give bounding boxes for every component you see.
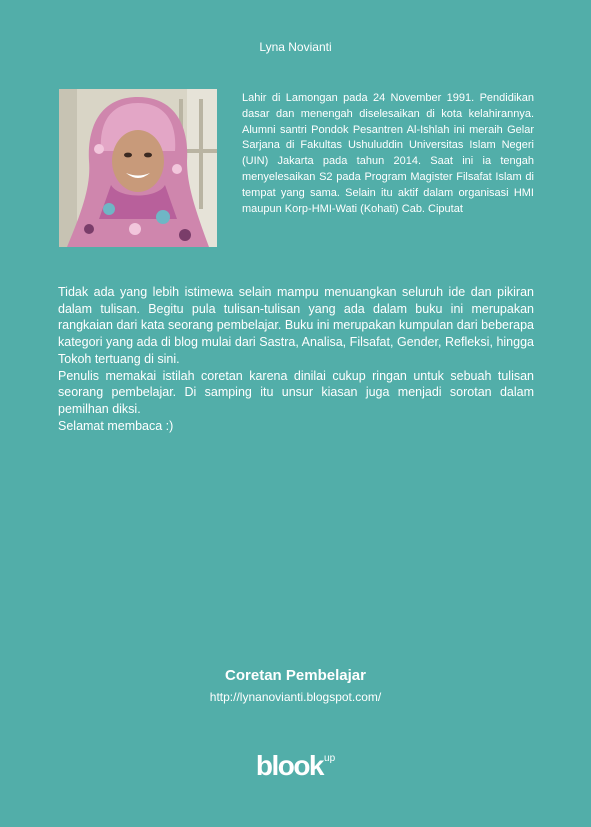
author-bio: Lahir di Lamongan pada 24 November 1991. Pendidikan dasar dan menengah diselesaikan di kota kelahirannya. Alumni santri Pondok Pesantren Al-Ishlah ini meraih Gelar Sarjana di Fakultas Ushuluddin Universitas Islam Negeri (UIN) Jakarta pada tahun 2014. Saat ini ia tengah menyelesaikan S2 pada Program Magister Filsafat Islam di tempat yang sama. Selain itu aktif dalam organisasi HMI maupun Korp-HMI-Wati (Kohati) Cab. Ciputat [242,92,534,215]
author-photo [59,89,217,247]
blog-url[interactable]: http://lynanovianti.blogspot.com/ [209,690,382,704]
publisher-logo [0,750,591,784]
book-title: Coretan Pembelajar [225,667,366,684]
publisher-logo-sup: up [324,753,336,764]
description-paragraph: Penulis memakai istilah coretan karena dinilai cukup ringan untuk sebuah tulisan seorang pembelajar. Di samping itu unsur kiasan juga menjadi sorotan dalam pemilhan diksi. [58,368,534,416]
book-description [58,284,534,434]
publisher-logo-word: blook [255,750,324,781]
author-photo-illustration [59,89,217,247]
description-paragraph: Tidak ada yang lebih istimewa selain mampu menuangkan seluruh ide dan pikiran dalam tulisan. Begitu pula tulisan-tulisan yang ada dalam buku ini merupakan rangkaian dari kata seorang pembelajar. Buku ini merupakan kumpulan dari beberapa kategori yang ada di blog mulai dari Sastra, Analisa, Filsafat, Gender, Refleksi, hingga Tokoh tertuang di sini. [58,285,534,366]
description-closing: Selamat membaca :) [58,418,174,433]
author-name: Lyna Novianti [259,40,332,54]
